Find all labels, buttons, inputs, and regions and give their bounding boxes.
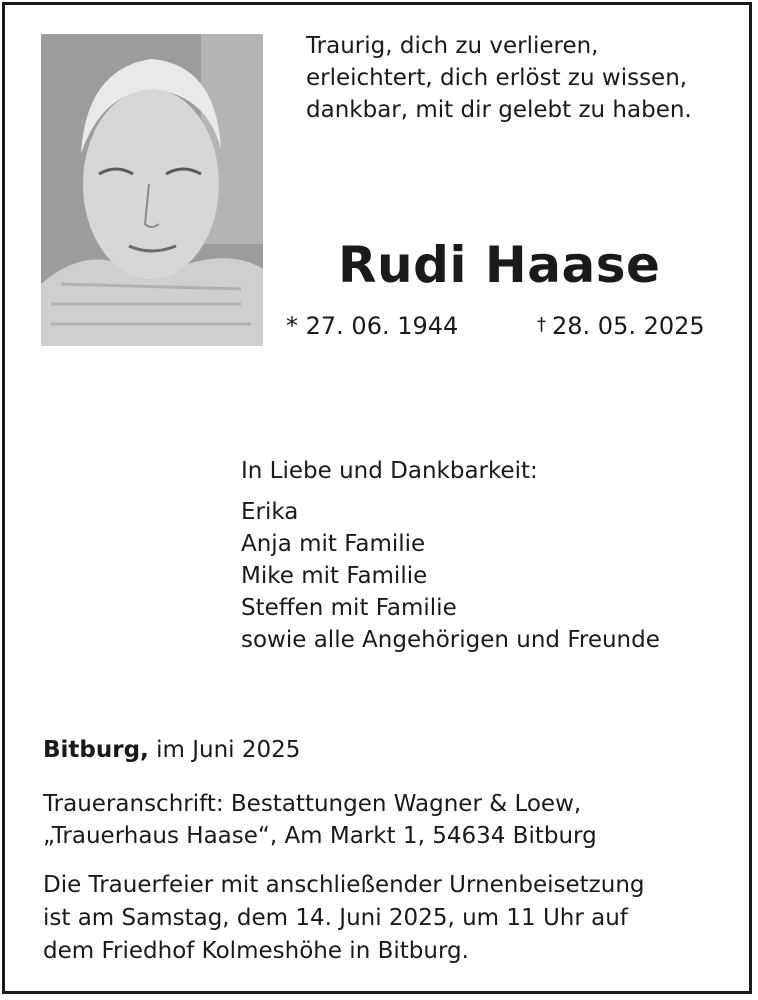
ceremony-info xyxy=(43,869,715,968)
mourning-address xyxy=(43,788,597,852)
month-year: im Juni 2025 xyxy=(156,737,301,763)
mourner-item: sowie alle Angehörigen und Freunde xyxy=(241,627,660,653)
mourners-block xyxy=(241,455,660,656)
poem-line: dankbar, mit dir gelebt zu haben. xyxy=(306,97,692,123)
ceremony-line: ist am Samstag, dem 14. Juni 2025, um 11 Uhr auf xyxy=(43,905,628,931)
poem-line: erleichtert, dich erlöst zu wissen, xyxy=(306,65,688,91)
mourner-item: Mike mit Familie xyxy=(241,563,428,589)
mourner-item: Steffen mit Familie xyxy=(241,595,457,621)
ceremony-line: dem Friedhof Kolmeshöhe in Bitburg. xyxy=(43,938,469,964)
thanks-intro: In Liebe und Dankbarkeit: xyxy=(241,458,538,484)
place-date xyxy=(43,737,300,763)
death-date-group xyxy=(537,312,705,340)
mourner-item: Erika xyxy=(241,499,299,525)
birth-date: * 27. 06. 1944 xyxy=(286,312,459,340)
portrait-photo xyxy=(41,34,263,346)
cross-icon: † xyxy=(537,314,546,335)
address-line: „Trauerhaus Haase“, Am Markt 1, 54634 Bitburg xyxy=(43,823,597,849)
mourner-item: Anja mit Familie xyxy=(241,531,426,557)
place-name: Bitburg, xyxy=(43,737,149,763)
address-line: Traueranschrift: Bestattungen Wagner & Loew, xyxy=(43,791,582,817)
deceased-name: Rudi Haase xyxy=(338,236,661,294)
poem-line: Traurig, dich zu verlieren, xyxy=(306,33,599,59)
ceremony-line: Die Trauerfeier mit anschließender Urnenbeisetzung xyxy=(43,872,645,898)
death-date: 28. 05. 2025 xyxy=(552,312,705,340)
poem xyxy=(306,30,726,126)
